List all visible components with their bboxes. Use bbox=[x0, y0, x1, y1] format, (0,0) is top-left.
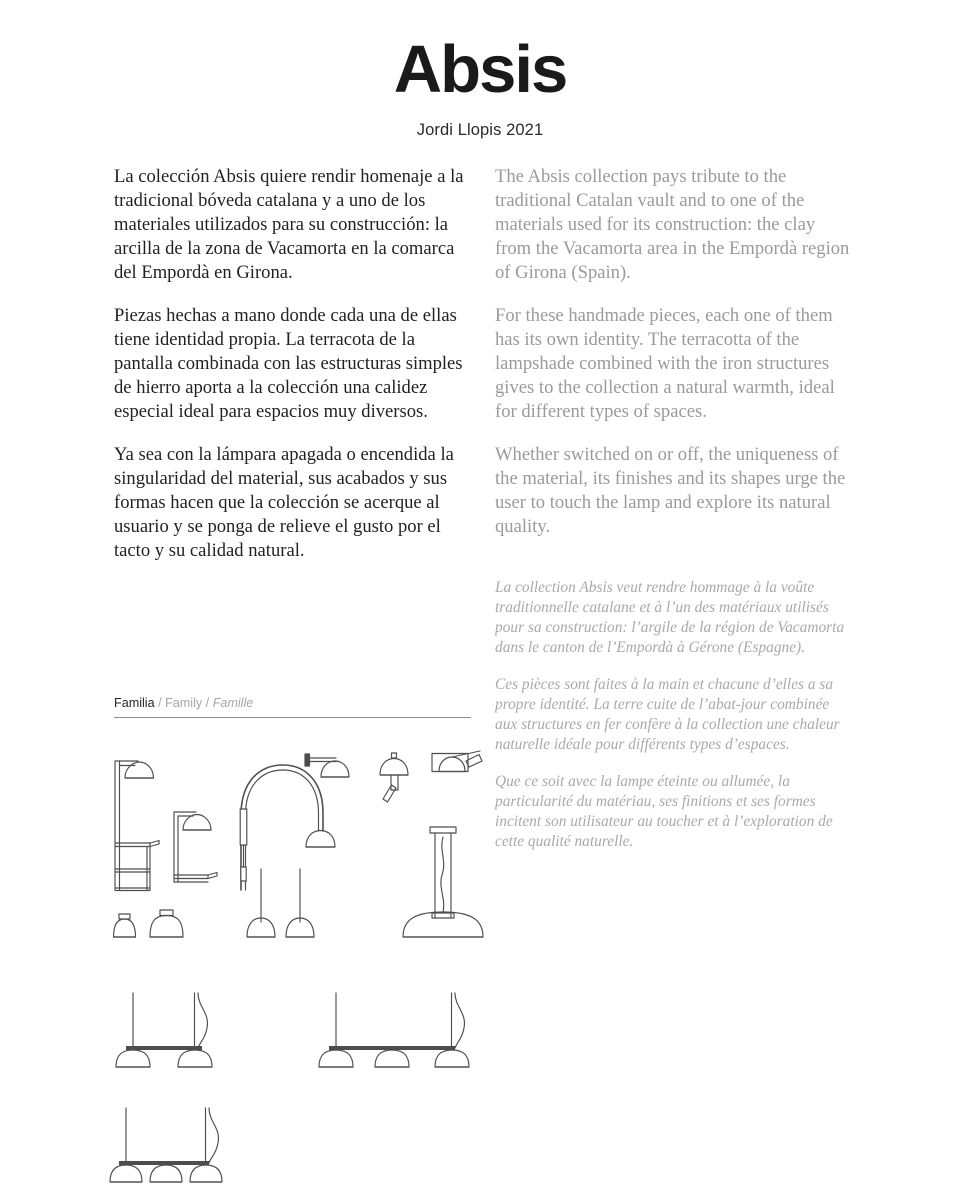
family-label-fr: Famille bbox=[212, 696, 254, 710]
page-title: Absis bbox=[393, 32, 567, 107]
designer-byline: Jordi Llopis 2021 bbox=[416, 121, 544, 139]
translation-column bbox=[495, 165, 852, 869]
wall-sconce-arm bbox=[305, 754, 349, 777]
floor-lamp-with-shelf bbox=[115, 761, 159, 891]
family-label-separator: / bbox=[154, 696, 166, 710]
spanish-paragraph: Piezas hechas a mano donde cada una de ellas tiene identidad propia. La terracota de la pantalla combinada con las estructuras simples de hierro aporta a la colección una calidez especial ideal para espacios muy diversos. bbox=[114, 304, 463, 422]
french-paragraph: La collection Absis veut rendre hommage à la voûte traditionnelle catalane et à l’un des matériaux utilisés pour sa construction: l’argile de la région de Vacamorta dans le canton de l’Empordà à Gérone (Espagne). bbox=[495, 578, 845, 656]
ceiling-shade-large bbox=[150, 910, 183, 937]
english-paragraph: Whether switched on or off, the uniqueness of the material, its finishes and its shapes urge the user to touch the lamp and explore its natural quality. bbox=[495, 443, 846, 537]
spanish-paragraph: Ya sea con la lámpara apagada o encendida la singularidad del material, sus acabados y sus formas hacen que la colección se acerque al usuario y se ponga de relieve el gusto por el tacto y su calidad natural. bbox=[114, 443, 454, 561]
family-section-header bbox=[114, 697, 471, 718]
family-divider bbox=[114, 717, 471, 718]
linear-suspension-two-domes bbox=[116, 993, 212, 1067]
page-header bbox=[0, 0, 960, 140]
linear-suspension-three-domes-b bbox=[110, 1108, 222, 1182]
english-paragraph: The Absis collection pays tribute to the traditional Catalan vault and to one of the materials used for its construction: the clay from the Vacamorta area in the Empordà region of Girona (Spain). bbox=[495, 166, 850, 283]
pendant-lamp-dome-large bbox=[403, 827, 483, 937]
pendant-lamp-small-b bbox=[286, 869, 314, 937]
french-block bbox=[495, 578, 852, 852]
ceiling-shade-small bbox=[114, 914, 136, 937]
french-paragraph: Ces pièces sont faites à la main et chacune d’elles a sa propre identité. La terre cuite de l’abat-jour combinée aux structures en fer confère à la collection une chaleur naturelle idéale pour différents types d’espaces. bbox=[495, 675, 840, 753]
family-label bbox=[114, 697, 471, 717]
family-label-es: Familia bbox=[114, 696, 155, 710]
linear-suspension-three-domes-a bbox=[319, 993, 469, 1067]
wall-lamp-horizontal bbox=[432, 751, 482, 772]
french-paragraph: Que ce soit avec la lampe éteinte ou allumée, la particularité du matériau, ses finitions et ses formes incitent son utilisateur au toucher et à l’exploration de cette qualité naturelle. bbox=[495, 772, 833, 850]
wall-lamp-adjustable bbox=[380, 753, 408, 802]
pendant-lamp-small-a bbox=[247, 869, 275, 937]
family-label-separator: / bbox=[202, 696, 213, 710]
family-label-en: Family bbox=[165, 696, 203, 710]
spanish-paragraph: La colección Absis quiere rendir homenaje a la tradicional bóveda catalana y a uno de los materiales utilizados para su construcción: la arcilla de la zona de Vacamorta en la comarca del Empordà en Girona. bbox=[114, 166, 464, 283]
arc-floor-lamp bbox=[240, 765, 335, 890]
product-family-drawings bbox=[108, 745, 488, 1195]
english-paragraph: For these handmade pieces, each one of them has its own identity. The terracotta of the lampshade combined with the iron structures gives to the collection a natural warmth, ideal for different types of spaces. bbox=[495, 304, 835, 422]
table-lamp-with-tray bbox=[174, 812, 217, 882]
